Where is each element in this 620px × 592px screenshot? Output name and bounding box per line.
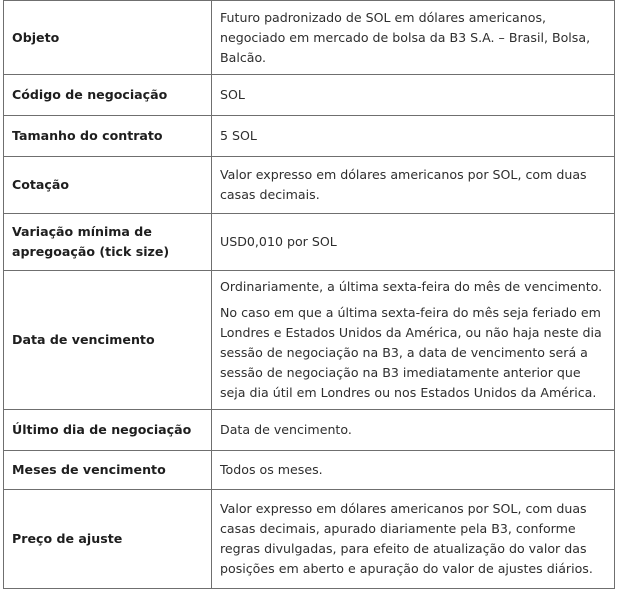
contract-spec-table xyxy=(3,0,615,589)
value-paragraph: Data de vencimento. xyxy=(220,422,352,437)
row-label-tamanho: Tamanho do contrato xyxy=(4,116,212,157)
row-label-tick-size: Variação mínima de apregoação (tick size) xyxy=(4,214,212,271)
table-row xyxy=(4,410,615,451)
row-value-cotacao xyxy=(212,157,615,214)
row-value-meses xyxy=(212,451,615,490)
table-row xyxy=(4,116,615,157)
row-label-codigo: Código de negociação xyxy=(4,75,212,116)
table-row xyxy=(4,157,615,214)
value-paragraph: USD0,010 por SOL xyxy=(220,234,337,249)
row-value-codigo xyxy=(212,75,615,116)
table-row xyxy=(4,451,615,490)
row-value-tick-size xyxy=(212,214,615,271)
row-value-preco-ajuste xyxy=(212,490,615,589)
table-row xyxy=(4,75,615,116)
row-label-meses: Meses de vencimento xyxy=(4,451,212,490)
row-value-tamanho xyxy=(212,116,615,157)
table-row xyxy=(4,490,615,589)
row-label-vencimento: Data de vencimento xyxy=(4,271,212,410)
value-paragraph: SOL xyxy=(220,87,245,102)
value-paragraph: Ordinariamente, a última sexta-feira do mês de vencimento. xyxy=(220,279,603,294)
table-row xyxy=(4,1,615,75)
value-paragraph: Valor expresso em dólares americanos por SOL, com duas casas decimais, apurado diariamente pela B3, conforme regras divulgadas, para efeito de atualização do valor das posições em aberto e apuração do valor de ajustes diários. xyxy=(220,501,593,576)
row-label-objeto: Objeto xyxy=(4,1,212,75)
value-paragraph: 5 SOL xyxy=(220,128,257,143)
value-paragraph: No caso em que a última sexta-feira do mês seja feriado em Londres e Estados Unidos da América, ou não haja neste dia sessão de negociação na B3, a data de vencimento será a sessão de negociação na B3 imediatamente anterior que seja dia útil em Londres ou nos Estados Unidos da América. xyxy=(220,305,602,400)
table-row xyxy=(4,214,615,271)
row-value-objeto xyxy=(212,1,615,75)
row-label-preco-ajuste: Preço de ajuste xyxy=(4,490,212,589)
value-paragraph: Valor expresso em dólares americanos por SOL, com duas casas decimais. xyxy=(220,167,587,202)
row-value-vencimento xyxy=(212,271,615,410)
value-paragraph: Futuro padronizado de SOL em dólares americanos, negociado em mercado de bolsa da B3 S.A. – Brasil, Bolsa, Balcão. xyxy=(220,9,591,65)
table-row xyxy=(4,271,615,410)
row-value-ultimo-dia xyxy=(212,410,615,451)
value-paragraph: Todos os meses. xyxy=(220,462,323,477)
row-label-ultimo-dia: Último dia de negociação xyxy=(4,410,212,451)
row-label-cotacao: Cotação xyxy=(4,157,212,214)
